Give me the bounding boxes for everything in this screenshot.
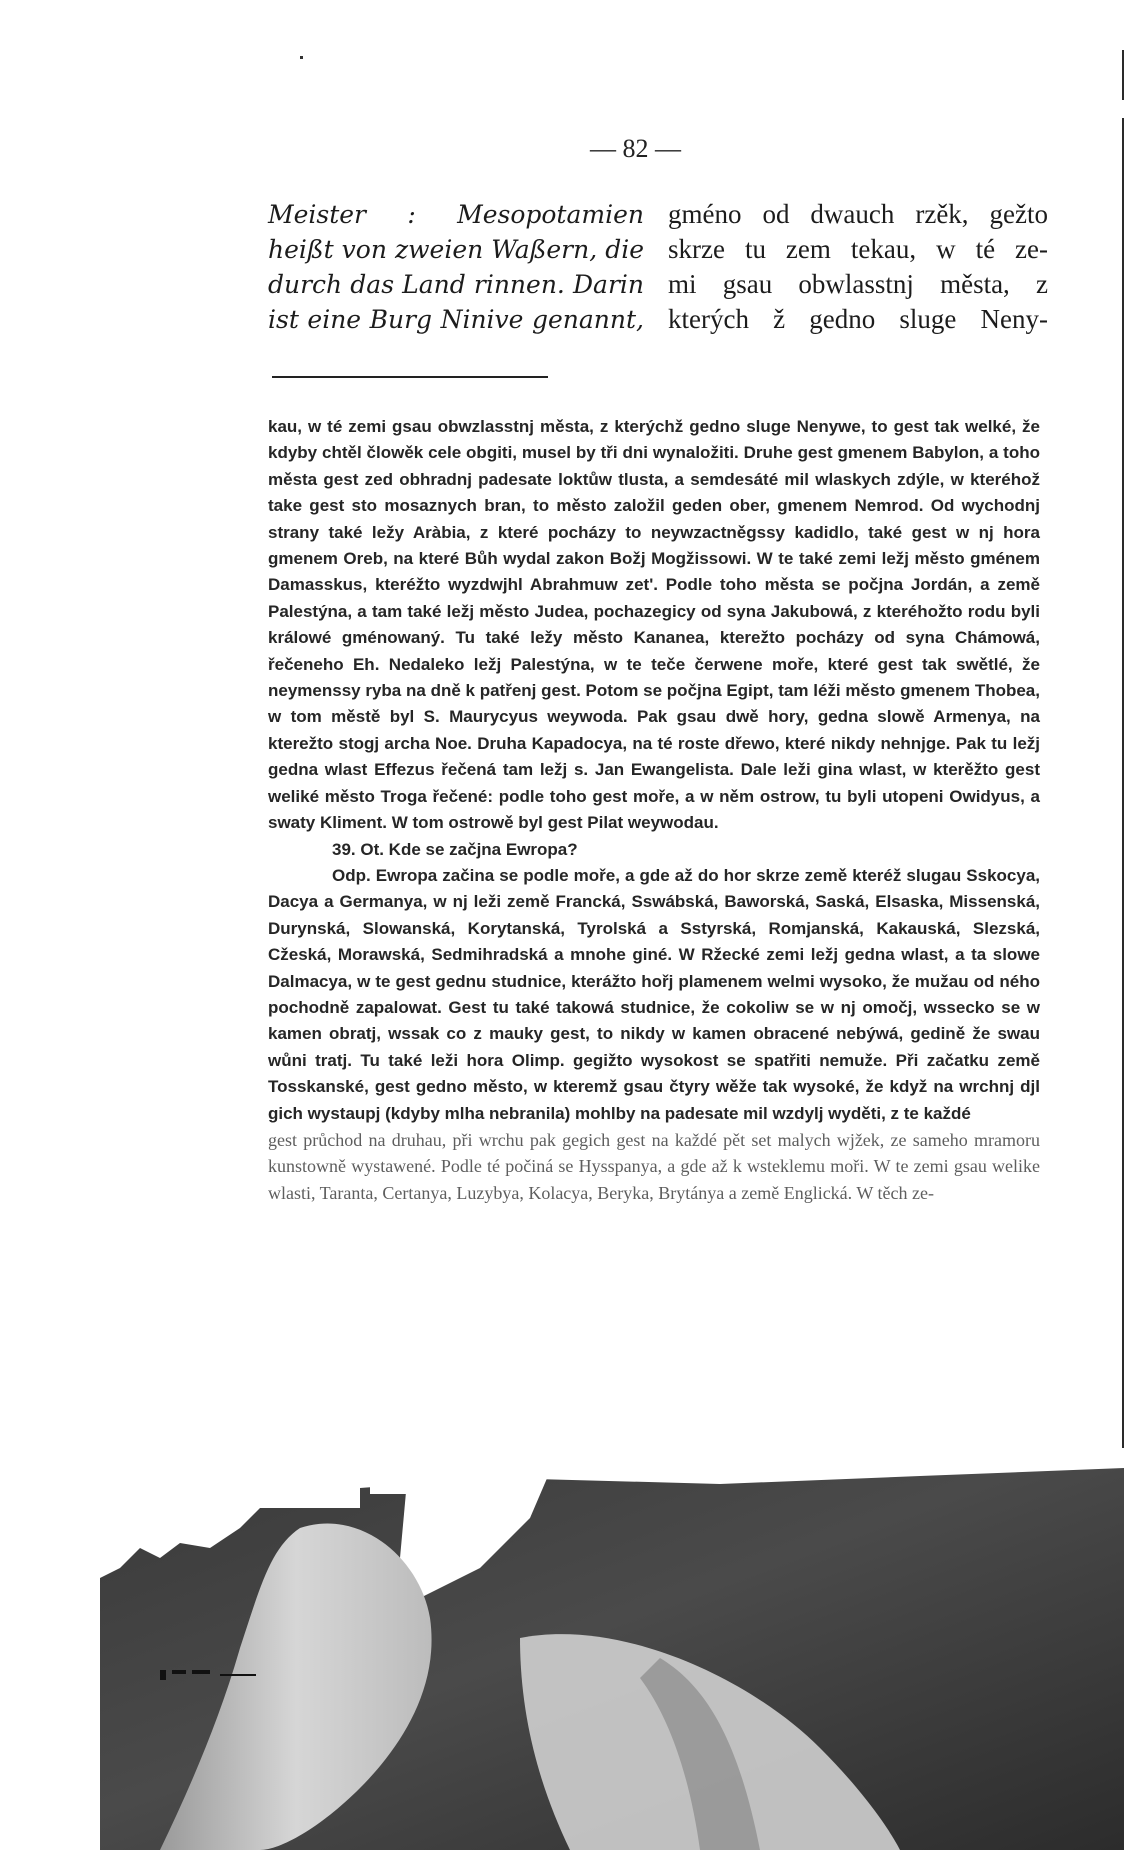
body-paragraph: kau, w té zemi gsau obwzlasstnj města, z kterýchž gedno sluge Nenywe, to gest tak welké, že kdyby chtěl člowěk cele obgiti, musel by tři dni wynaložiti. Druhe gest gmenem Babylon, a toho města gest zed obhradnj padesate loktůw tlusta, a semdesáté mil wlaskych zdýle, w kteréhož take gest sto mosaznych bran, to město založil geden ober, gmenem Nemrod. Od wychodnj strany také ležy Aràbia, z které pocházy to neywzactněgssy kadidlo, také gest w nj hora gmenem Oreb, na které Bůh wydal zakon Božj Mogžissowi. W te také zemi ležj město gménem Damasskus, kteréžto wyzdwjhl Abrahmuw zet'. Podle toho města se počjna Jordán, a země Palestýna, a tam také ležj město Judea, pochazegicy od syna Jakubowá, z kteréhožto rodu byli králowé gménowaný. Tu také ležy město Kananea, kterežto pocházy od syna Chámowá, řečeneho Eh. Nedaleko ležj Palestýna, w te teče čerwene moře, které gest tak swětlé, že neymenssy ryba na dně k patřenj gest. Potom se počjna Egipt, tam léži město gmenem Thobea, w tom městě byl S. Maurycyus weywoda. Pak gsau dwě hory, gedna slowě Armenya, na kterežto stogj archa Noe. Druha Kapadocya, na té roste dřewo, které nikdy nehnjge. Pak tu ležj gedna wlast Effezus řečená tam ležj s. Jan Ewangelista. Dale leži gina wlast, w kterěžto gest weliké město Troga řečené: podle toho gest moře, a w něm ostrow, tu byli utopeni Owidyus, a swaty Kliment. W tom ostrowě byl gest Pilat weywodau.: [268, 417, 1040, 833]
czech-line: mi gsau obwlasstnj města, z: [668, 269, 1048, 299]
czech-column: [668, 197, 1048, 337]
czech-line: kterých ž gedno sluge Neny-: [668, 304, 1048, 334]
margin-scan-line: [1122, 118, 1124, 1448]
german-line: ist eine Burg Ninive genannt,: [268, 305, 644, 334]
answer-paragraph: Odp. Ewropa začina se podle moře, a gde až do hor skrze země kteréž slugau Sskocya, Dacya a Germanya, w nj leži země Francká, Sswábská, Baworská, Saská, Elsaska, Missenská, Durynská, Slowanská, Korytanská, Tyrolská a Sstyrská, Romjanská, Kakauská, Slezská, Cžeská, Morawská, Sedmihradská a mnohe giné. W Ržecké zemi ležj gedna wlast, a ta slowe Dalmacya, w te gest gednu studnice, kterážto hořj plamenem welmi wysoko, že mužau od ného pochodně zapalowat. Gest tu také takowá studnice, že cokoliw se w nj omočj, wssecko se w kamen obratj, wssak co z mauky gest, to nikdy w kamen obracené nebýwá, gedině že swau wůni tratj. Tu také leži hora Olimp. gegižto wysokost se spatřiti nemuže. Při začatku země Tosskanské, gest gedno město, w kteremž gsau čtyry wěže tak wysoké, že když na wrchnj djl gich wystaupj (kdyby mlha nebranila) mohlby na padesate mil wzdylj wyděti, z te každé: [268, 865, 1040, 1123]
footnote-divider: [272, 376, 548, 378]
german-line: durch das Land rinnen. Darin: [268, 270, 644, 299]
scan-speck: [300, 56, 303, 59]
margin-scan-line-top: [1122, 50, 1124, 100]
question-heading: 39. Ot. Kde se začjna Ewropa?: [332, 839, 578, 859]
german-line: Meister : Mesopotamien: [268, 200, 644, 229]
page-number: — 82 —: [590, 134, 681, 163]
body-text: [268, 414, 1040, 1206]
german-column: [268, 197, 644, 337]
czech-line: gméno od dwauch rzěk, gežto: [668, 199, 1048, 229]
german-line: heißt von zweien Waßern, die: [268, 235, 644, 264]
faded-paragraph: gest průchod na druhau, při wrchu pak gegich gest na každé pět set malych wjžek, ze sameho mramoru kunstowně wystawené. Podle té počiná se Hysspanya, a gde až k wsteklemu moři. W te zemi gsau welike wlasti, Taranta, Certanya, Luzybya, Kolacya, Beryka, Brytánya a země Englická. W těch ze-: [268, 1129, 1040, 1203]
czech-line: skrze tu zem tekau, w té ze-: [668, 234, 1048, 264]
scan-artifact-graphic: [100, 1448, 1124, 1850]
scan-artifact-image: [100, 1448, 1124, 1850]
